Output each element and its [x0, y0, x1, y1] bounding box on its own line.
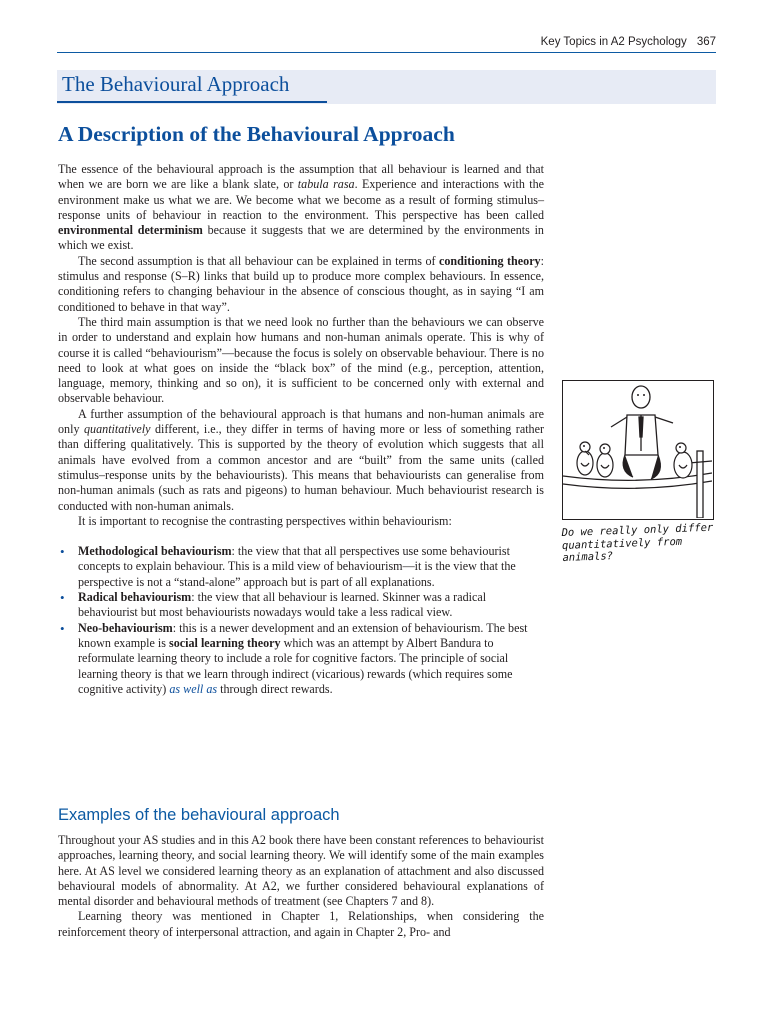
list-item: • Radical behaviourism: the view that all behaviour is learned. Skinner was a radical behaviourist but most behaviourists nowadays would take a less radical view.	[60, 590, 487, 620]
paragraph-3: The third main assumption is that we need look no further than the behaviours we can observe in order to understand and explain how humans and non-human animals operate. This is why of course it is called “behaviourism”—because the focus is solely on observable behaviour. There is no need to look at what goes on inside the “black box” of the mind (e.g., perception, attention, language, memory, thinking and so on), it is sufficient to be concerned only with external and observable behaviour.	[58, 314, 544, 406]
list-item: • Methodological behaviourism: the view that that all perspectives use some behaviourist concepts to explain behaviour. This is a mild view of behaviourism—it is the view that the perspective is not a “stand-alone” approach but is part of all explanations.	[60, 544, 516, 589]
body-column	[58, 162, 544, 697]
examples-column	[58, 833, 544, 940]
header-rule	[57, 52, 716, 53]
subheading: Examples of the behavioural approach	[58, 806, 340, 824]
section-title-underline	[57, 101, 327, 103]
paragraph-4: A further assumption of the behavioural approach is that humans and non-human animals are only quantitatively different, i.e., they differ in terms of having more or less of something rather than differing qualitatively. This is supported by the theory of evolution which suggests that all animals have evolved from a common ancestor and are “built” from the same units (called stimulus–response units by the behaviourists). This means that behaviourists can generalise from non-human animals (such as rats and pigeons) to human behaviour. Much behaviourist research is conducted with non-human animals.	[58, 406, 545, 513]
bullet-icon: •	[60, 590, 65, 606]
paragraph-2: The second assumption is that all behaviour can be explained in terms of conditioning theory: stimulus and response (S–R) links that build up to produce more complex behaviours. In essence, conditioning refers to changing behaviour in the absence of conscious thought, as in saying “I am conditioned to behave in that way”.	[58, 253, 544, 314]
paragraph-1: The essence of the behavioural approach is the assumption that all behaviour is learned and that when we are born we are like a blank slate, or tabula rasa. Experience and interactions with the environment make us what we are. We become what we become as a result of forming stimulus–response units of behaviour in reaction to the environment. This perspective has been called environmental determinism because it suggests that we are determined by the environments in which we exist.	[58, 162, 545, 253]
main-heading: A Description of the Behavioural Approach	[58, 122, 455, 146]
examples-paragraph-2: Learning theory was mentioned in Chapter 1, Relationships, when considering the reinforcement theory of interpersonal attraction, and again in Chapter 2, Pro- and	[58, 909, 544, 939]
cartoon-drawing	[563, 381, 712, 518]
cartoon-caption: Do we really only differ quantitatively from animals?	[561, 521, 714, 564]
list-item: • Neo-behaviourism: this is a newer development and an extension of behaviourism. The best known example is social learning theory which was an attempt by Albert Bandura to reformulate learning theory to include a role for cognitive factors. The principle of social learning theory is that we learn through indirect (vicarious) rewards (which requires some cognitive activity) as well as through direct rewards.	[60, 620, 528, 696]
running-header	[541, 36, 716, 48]
bullet-list	[58, 544, 544, 697]
bullet-icon: •	[60, 544, 65, 560]
bullet-icon: •	[60, 620, 65, 636]
cartoon-illustration	[562, 380, 714, 520]
page-number: 367	[696, 36, 716, 48]
paragraph-5: It is important to recognise the contrasting perspectives within behaviourism:	[78, 513, 452, 528]
book-title: Key Topics in A2 Psychology	[540, 36, 687, 48]
examples-paragraph-1: Throughout your AS studies and in this A2 book there have been constant references to behaviourist approaches, learning theory, and social learning theory. We will identify some of the main examples here. At AS level we considered learning theory as an explanation of attachment and also discussed behavioural models of abnormality. At A2, we further considered behavioural explanations of mental disorder and behavioural methods of treatment (see Chapters 7 and 8).	[58, 833, 544, 909]
section-title: The Behavioural Approach	[62, 72, 290, 96]
